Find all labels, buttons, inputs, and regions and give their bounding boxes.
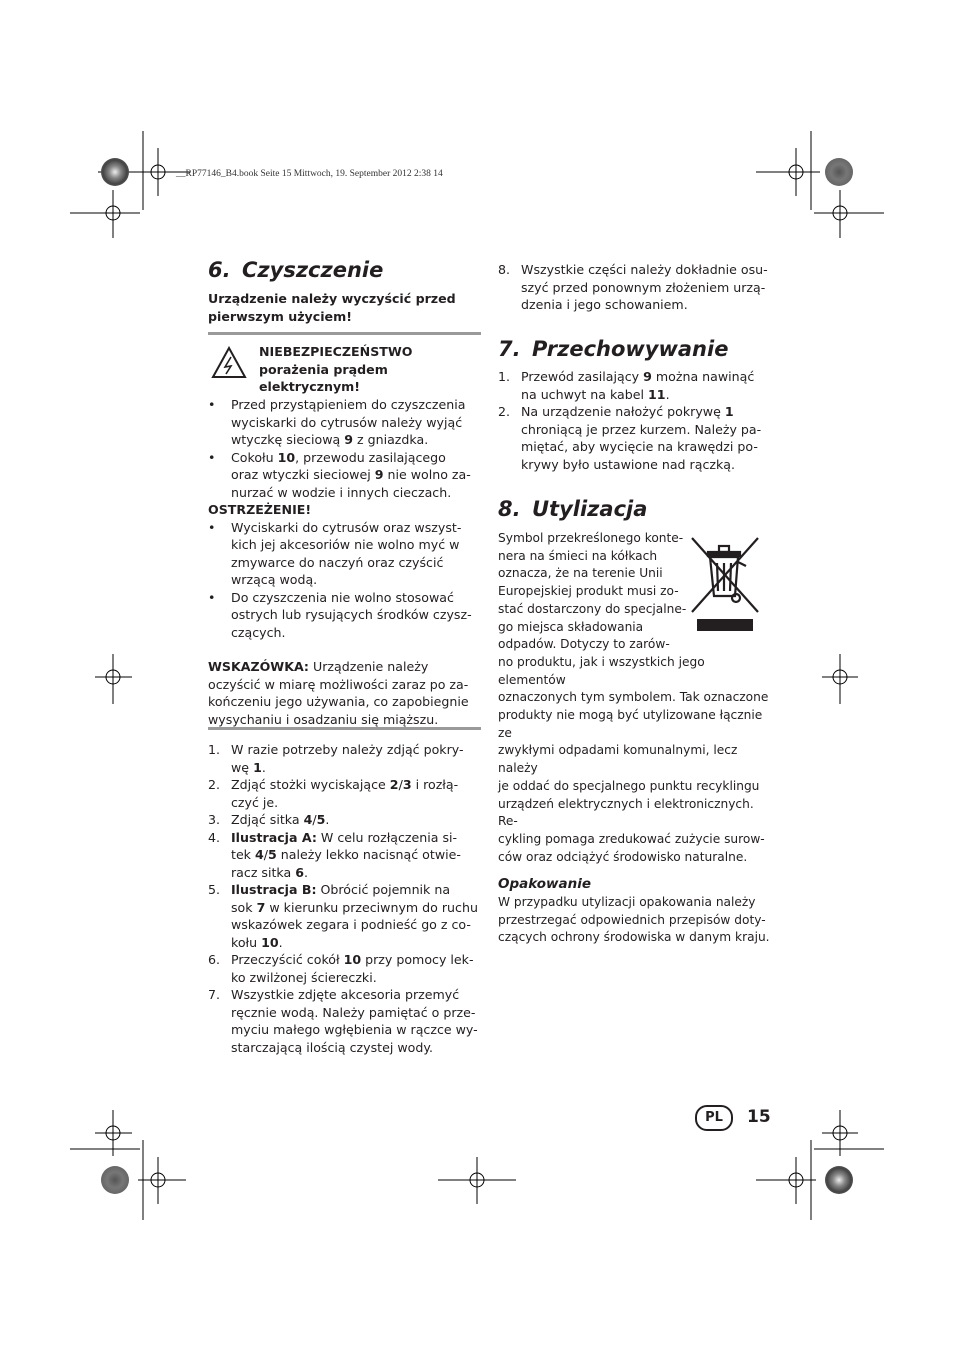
line: wyciskarki do cytrusów należy wyjąć [231,414,463,430]
line: nera na śmieci na kółkach [498,548,658,563]
line: go miejsca składowania [498,619,644,634]
line: no produktu, jak i wszystkich jego elementów [498,654,705,687]
bullet: • [208,519,216,535]
line: oraz wtyczki sieciowej 9 nie wolno za- [231,467,471,482]
step-number: 2. [208,777,221,792]
tip-label: WSKAZÓWKA: [208,659,309,674]
line: zwykłymi odpadami komunalnymi, lecz należy [498,743,738,776]
line: na uchwyt na kabel 11. [521,386,670,402]
line: Ilustracja A: W celu rozłączenia si- [231,829,458,845]
tip-paragraph [208,658,480,728]
line: krywy było ustawione nad rączką. [521,456,735,472]
step-number: 6. [208,952,221,967]
line: tek 4/5 należy lekko nacisnąć otwie- [231,847,461,862]
line: WSKAZÓWKA: Urządzenie należy [208,659,429,674]
line: oznaczonych tym symbolem. Tak oznaczone [498,690,769,705]
line: miętać, aby wycięcie na krawędzi po- [521,439,758,454]
list-item [498,261,770,314]
divider [208,332,481,335]
packaging-heading: Opakowanie [498,876,591,893]
line: czących. [231,624,286,640]
section-6-body [208,290,483,325]
line: sok 7 w kierunku przeciwnym do ruchu [231,899,478,915]
intro-line: pierwszym użyciem! [208,308,352,324]
line: odpadów. Dotyczy to zarów- [498,637,670,652]
line: Przewód zasilający 9 można nawinąć [521,369,755,384]
cleaning-step-8 [498,261,770,314]
line: racz sitka 6. [231,864,309,880]
line: dzenia i jego schowaniem. [521,297,688,312]
line: Cokołu 10, przewodu zasilającego [231,449,446,465]
line: je oddać do specjalnego punktu recyklingu [498,778,760,793]
line: ostrych lub rysujących środków czysz- [231,607,472,622]
list-item [208,829,480,882]
list-item [498,403,770,473]
line: szyć przed ponownym złożeniem urzą- [521,279,766,295]
step-number: 2. [498,404,511,419]
line: Zdjąć stożki wyciskające 2/3 i rozłą- [231,777,459,792]
step-number: 4. [208,829,221,845]
section-number: 6. [208,258,231,282]
line: W przypadku utylizacji opakowania należy [498,895,756,910]
line: Przeczyścić cokół 10 przy pomocy lek- [231,952,474,967]
storage-steps [498,368,770,473]
line: Wszystkie części należy dokładnie osu- [521,262,768,277]
section-title: Utylizacja [532,497,648,521]
section-number: 8. [498,497,521,521]
line: Wszystkie zdjęte akcesoria przemyć [231,987,460,1002]
line: kończeniu jego używania, co zapobiegnie [208,694,469,709]
list-item [208,811,480,829]
line: Do czyszczenia nie wolno stosować [231,589,454,605]
language-badge [695,1105,733,1131]
section-7-heading [498,337,728,361]
registration-circle [825,1166,853,1194]
bullet: • [208,449,216,465]
line: wrzącą wodą. [231,572,318,587]
line: wtyczkę sieciową 9 z gniazdka. [231,432,429,447]
line: oznacza, że na terenie Unii [498,566,663,581]
list-item [208,951,480,986]
line: chroniącą je przez kurzem. Należy pa- [521,421,762,437]
danger-bullets [208,396,480,728]
cleaning-steps [208,741,480,1056]
page-number: 15 [747,1107,771,1127]
bullet: • [208,397,216,412]
bullet: • [208,589,216,605]
line: czyć je. [231,794,279,810]
disposal-text [498,530,773,947]
section-number: 7. [498,337,521,361]
caution-label: OSTRZEŻENIE! [208,502,312,517]
registration-circle [101,158,129,186]
step-number: 5. [208,882,221,897]
print-file-info: __RP77146_B4.book Seite 15 Mittwoch, 19. September 2012 2:38 14 [176,169,443,179]
danger-line: NIEBEZPIECZEŃSTWO [259,344,413,359]
line: Symbol przekreślonego konte- [498,531,684,545]
line: W razie potrzeby należy zdjąć pokry- [231,742,464,757]
line: cykling pomaga zredukować zużycie surow- [498,831,765,846]
registration-circle [825,158,853,186]
line: produkty nie mogą być utylizowane łącznie ze [498,708,763,740]
line: kich jej akcesoriów nie wolno myć w [231,537,460,552]
intro-line: Urządzenie należy wyczyścić przed [208,291,456,306]
line: wę 1. [231,759,266,775]
line: ko zwilżonej ściereczki. [231,969,377,985]
line: zmywarce do naczyń oraz czyścić [231,554,444,570]
line: myciu małego wgłębienia w rączce wy- [231,1022,478,1037]
list-item [208,519,480,589]
step-number: 1. [208,742,221,757]
line: ców oraz odciążyć środowisko naturalne. [498,849,748,864]
step-number: 3. [208,812,221,827]
line: Wyciskarki do cytrusów oraz wszyst- [231,519,462,535]
list-item [208,881,480,951]
list-item [208,449,480,502]
line: ręcznie wodą. Należy pamiętać o prze- [231,1004,476,1020]
line: nurzać w wodzie i innych cieczach. [231,484,452,500]
warning-triangle-icon [211,346,247,379]
list-item [208,396,480,449]
line: oczyścić w miarę możliwości zaraz po za- [208,676,469,692]
list-item [208,741,480,776]
line: urządzeń elektrycznych i elektronicznych. Re- [498,796,754,829]
danger-line: porażenia prądem [259,361,388,377]
divider [208,727,481,730]
intro-text [208,290,483,325]
list-item [208,986,480,1056]
line: wysychaniu i osadzaniu się miąższu. [208,711,439,727]
list-item [208,589,480,642]
section-8-heading [498,497,647,521]
registration-circle [101,1166,129,1194]
section-6-heading [208,258,383,282]
section-title: Czyszczenie [242,258,384,282]
line: przestrzegać odpowiednich przepisów doty- [498,912,766,927]
danger-text [259,343,459,396]
language-code: PL [705,1110,723,1125]
step-number: 1. [498,369,511,384]
section-title: Przechowywanie [532,337,729,361]
line: Przed przystąpieniem do czyszczenia [231,397,466,412]
line: czących ochrony środowiska w danym kraju. [498,930,770,945]
line: kołu 10. [231,934,283,950]
step-number: 8. [498,262,511,277]
list-item [498,368,770,403]
line: Na urządzenie nałożyć pokrywę 1 [521,404,734,419]
line: Europejskiej produkt musi zo- [498,584,679,599]
step-number: 7. [208,987,221,1002]
line: Zdjąć sitka 4/5. [231,812,330,827]
list-item [208,776,480,811]
line: wskazówek zegara i podnieść go z co- [231,917,471,932]
line: starczającą ilością czystej wody. [231,1039,434,1055]
line: stać dostarczony do specjalne- [498,601,687,616]
line: Ilustracja B: Obrócić pojemnik na [231,882,451,897]
danger-line: elektrycznym! [259,379,361,394]
